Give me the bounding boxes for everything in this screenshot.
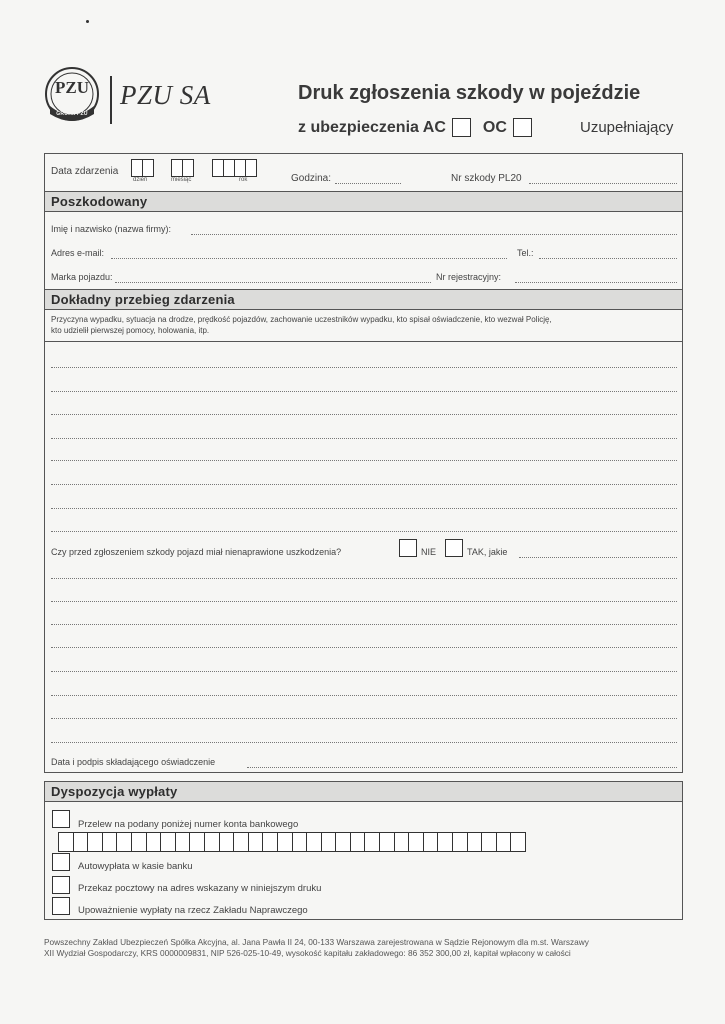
section-course-heading: Dokładny przebieg zdarzenia (45, 289, 682, 310)
description-line[interactable] (51, 508, 677, 509)
logo-text: PZU (55, 78, 89, 97)
damage-line[interactable] (51, 742, 677, 743)
claim-number-label: Nr szkody PL20 (451, 173, 522, 184)
logo-ring-text: GRUPA PZU (56, 111, 88, 117)
damage-line[interactable] (51, 578, 677, 579)
description-line[interactable] (51, 460, 677, 461)
phone-label: Tel.: (517, 248, 534, 258)
email-label: Adres e-mail: (51, 248, 105, 258)
description-line[interactable] (51, 391, 677, 392)
time-label: Godzina: (291, 173, 332, 184)
section-payout-heading: Dyspozycja wypłaty (45, 782, 682, 802)
email-field[interactable] (111, 258, 507, 259)
prior-damage-yes-label: TAK, jakie (467, 547, 508, 557)
registration-field[interactable] (515, 282, 677, 283)
claim-number-field[interactable] (529, 183, 677, 184)
course-instructions-line2: kto udzielił pierwszej pomocy, holowania, itp. (51, 326, 210, 335)
payout-bank-cash-checkbox[interactable] (52, 853, 70, 871)
payout-repair-shop-label: Upoważnienie wypłaty na rzecz Zakładu Naprawczego (78, 905, 308, 916)
damage-line[interactable] (51, 718, 677, 719)
name-label: Imię i nazwisko (nazwa firmy): (51, 224, 172, 234)
description-line[interactable] (51, 438, 677, 439)
prior-damage-no-checkbox[interactable] (399, 539, 417, 557)
incident-date-label: Data zdarzenia (51, 166, 119, 177)
vehicle-brand-label: Marka pojazdu: (51, 272, 113, 282)
payout-postal-checkbox[interactable] (52, 876, 70, 894)
subtitle-ac-label: z ubezpieczenia AC (298, 118, 446, 136)
signature-label: Data i podpis składającego oświadczenie (51, 757, 216, 767)
form-title: Druk zgłoszenia szkody w pojeździe (298, 82, 641, 104)
ac-checkbox[interactable] (452, 118, 471, 137)
form-subtitle (298, 118, 538, 137)
footer-line2: XII Wydział Gospodarczy, KRS 0000009831, NIP 526-025-10-49, wysokość kapitału zakładowego: 86 352 300,00 zł, kapitał wpłacony w całości (44, 948, 571, 958)
description-line[interactable] (51, 414, 677, 415)
description-line[interactable] (51, 531, 677, 532)
time-field[interactable] (335, 183, 401, 184)
year-caption: rok (239, 177, 248, 183)
prior-damage-yes-checkbox[interactable] (445, 539, 463, 557)
logo-divider (110, 76, 112, 124)
damage-line[interactable] (51, 601, 677, 602)
description-line[interactable] (51, 367, 677, 368)
oc-checkbox[interactable] (513, 118, 532, 137)
vehicle-brand-field[interactable] (115, 282, 431, 283)
section-injured-heading: Poszkodowany (45, 191, 682, 212)
month-boxes[interactable] (171, 159, 194, 177)
year-boxes[interactable] (212, 159, 257, 177)
scan-speck (86, 20, 89, 23)
prior-damage-details-field[interactable] (519, 557, 677, 558)
damage-line[interactable] (51, 624, 677, 625)
prior-damage-question: Czy przed zgłoszeniem szkody pojazd miał nienaprawione uszkodzenia? (51, 547, 342, 557)
phone-field[interactable] (539, 258, 677, 259)
bank-account-number-boxes[interactable] (58, 832, 526, 852)
damage-line[interactable] (51, 695, 677, 696)
payout-bank-cash-label: Autowypłata w kasie banku (78, 861, 193, 872)
payout-repair-shop-checkbox[interactable] (52, 897, 70, 915)
supplementary-label: Uzupełniający (580, 119, 674, 136)
registration-label: Nr rejestracyjny: (436, 272, 502, 282)
description-line[interactable] (51, 484, 677, 485)
day-caption: dzień (133, 177, 148, 183)
course-instructions-line1: Przyczyna wypadku, sytuacja na drodze, prędkość pojazdów, zachowanie uczestników wypadku, kto spisał oświadczenie, kto wezwał Policję, (51, 315, 552, 324)
damage-line[interactable] (51, 647, 677, 648)
day-boxes[interactable] (131, 159, 154, 177)
footer-line1: Powszechny Zakład Ubezpieczeń Spółka Akcyjna, al. Jana Pawła II 24, 00-133 Warszawa zarejestrowana w Sądzie Rejonowym dla m.st. Warszawy (44, 937, 589, 947)
payout-transfer-label: Przelew na podany poniżej numer konta bankowego (78, 819, 299, 830)
instructions-divider (45, 341, 682, 342)
claim-form-frame (44, 153, 683, 773)
brand-name: PZU SA (120, 80, 211, 110)
subtitle-oc-label: OC (482, 118, 507, 136)
damage-line[interactable] (51, 671, 677, 672)
payout-postal-label: Przekaz pocztowy na adres wskazany w niniejszym druku (78, 883, 322, 894)
payout-transfer-checkbox[interactable] (52, 810, 70, 828)
legal-footer (44, 937, 674, 959)
name-field[interactable] (191, 234, 677, 235)
prior-damage-no-label: NIE (421, 547, 437, 557)
month-caption: miesiąc (171, 177, 192, 183)
signature-field[interactable] (247, 767, 677, 768)
